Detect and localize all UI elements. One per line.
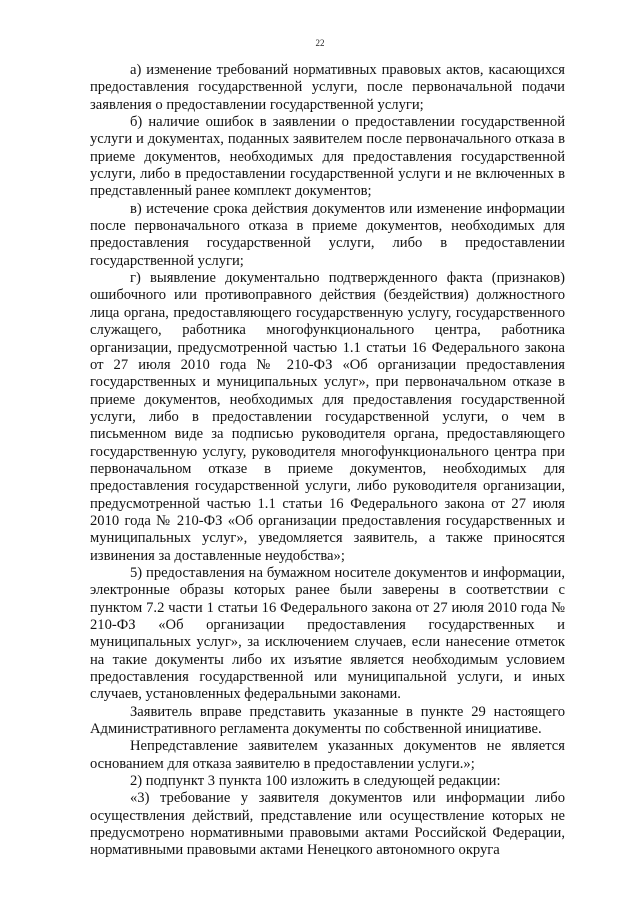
paragraph-subitem-3: «3) требование у заявителя документов или информации либо осуществления действий, представление или осуществление которых не предусмотрено нормативными правовыми актами Российской Федерации, нормативными правовыми актами Ненецкого автономного округа bbox=[90, 790, 565, 859]
paragraph-item-b: б) наличие ошибок в заявлении о предоставлении государственной услуги и документах, поданных заявителем после первоначального отказа в приеме документов, необходимых для предоставления государственной услуги, либо в предоставлении государственной услуги и не включенных в представленный ранее комплект документов; bbox=[90, 114, 565, 200]
paragraph-item-5: 5) предоставления на бумажном носителе документов и информации, электронные образы которых ранее были заверены в соответствии с пунктом 7.2 части 1 статьи 16 Федерального закона от 27 июля 2010 года № 210-ФЗ «Об организации предоставления государственных и муниципальных услуг», за исключением случаев, если нанесение отметок на такие документы либо их изъятие является необходимым условием предоставления государственной или муниципальной услуги, и иных случаев, установленных федеральными законами. bbox=[90, 564, 565, 703]
paragraph-item-a: а) изменение требований нормативных правовых актов, касающихся предоставления государственной услуги, после первоначальной подачи заявления о предоставлении государственной услуги; bbox=[90, 62, 565, 113]
paragraph-non-submission: Непредставление заявителем указанных документов не является основанием для отказа заявителю в предоставлении услуги.»; bbox=[90, 738, 565, 772]
paragraph-item-g: г) выявление документально подтвержденного факта (признаков) ошибочного или противоправного действия (бездействия) должностного лица органа, предоставляющего государственную услугу, государственного служащего, работника многофункционального центра, работника организации, предусмотренной частью 1.1 статьи 16 Федерального закона от 27 июля 2010 года № 210-ФЗ «Об организации предоставления государственных и муниципальных услуг», при первоначальном отказе в приеме документов, необходимых для предоставления государственной услуги, либо в предоставлении государственной услуги, о чем в письменном виде за подписью руководителя органа, предоставляющего государственную услугу, руководителя многофункционального центра при первоначальном отказе в приеме документов, необходимых для предоставления государственной услуги, либо руководителя организации, предусмотренной частью 1.1 статьи 16 Федерального закона от 27 июля 2010 года № 210-ФЗ «Об организации предоставления государственных и муниципальных услуг», уведомляется заявитель, а также приносятся извинения за доставленные неудобства»; bbox=[90, 270, 565, 564]
document-body bbox=[90, 62, 565, 860]
paragraph-applicant-right: Заявитель вправе представить указанные в пункте 29 настоящего Административного регламента документы по собственной инициативе. bbox=[90, 703, 565, 738]
paragraph-amendment-2: 2) подпункт 3 пункта 100 изложить в следующей редакции: bbox=[130, 773, 501, 790]
paragraph-item-v: в) истечение срока действия документов или изменение информации после первоначального отказа в приеме документов, необходимых для предоставления государственной услуги, либо в предоставлении государственной услуги; bbox=[90, 200, 565, 269]
page-number: 22 bbox=[315, 38, 325, 48]
